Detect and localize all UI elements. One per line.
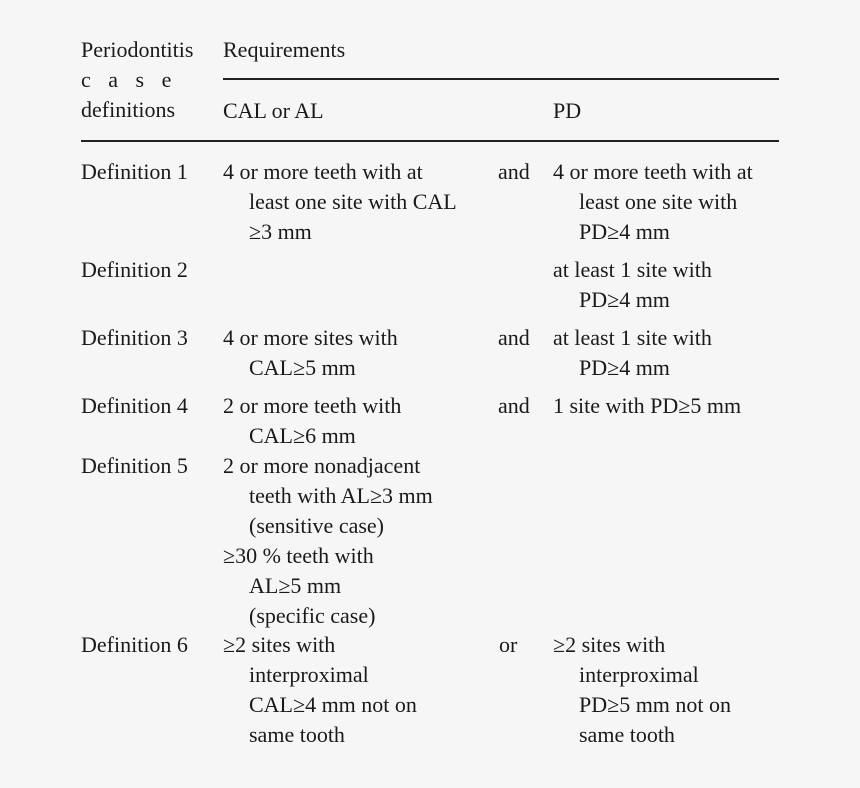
pd-line: interproximal xyxy=(579,662,699,687)
row-label: Definition 4 xyxy=(81,393,188,418)
pd-line: at least 1 site with xyxy=(553,257,712,282)
pd-line: PD≥4 mm xyxy=(579,287,670,312)
row-conjunction: and xyxy=(498,393,530,418)
cal-line: 2 or more teeth with xyxy=(223,393,402,418)
cal-line: 2 or more nonadjacent xyxy=(223,453,421,478)
row-pd-cell xyxy=(553,157,753,247)
row-cal-cell xyxy=(223,391,401,451)
header-requirements: Requirements xyxy=(223,37,346,62)
row-pd-cell xyxy=(553,323,712,383)
row-label: Definition 6 xyxy=(81,632,188,657)
pd-line: ≥2 sites with xyxy=(553,632,666,657)
cal-line: CAL≥5 mm xyxy=(249,355,356,380)
cal-line: ≥3 mm xyxy=(249,219,312,244)
pd-line: at least 1 site with xyxy=(553,325,712,350)
cal-line: CAL≥6 mm xyxy=(249,423,356,448)
row-cal-cell xyxy=(223,630,417,750)
row-label: Definition 5 xyxy=(81,453,188,478)
pd-line: 1 site with PD≥5 mm xyxy=(553,393,742,418)
cal-line: AL≥5 mm xyxy=(249,573,342,598)
cal-line: least one site with CAL xyxy=(249,189,457,214)
cal-line: same tooth xyxy=(249,722,345,747)
row-pd-cell xyxy=(553,255,712,315)
row-conjunction: and xyxy=(498,325,530,350)
pd-line: PD≥4 mm xyxy=(579,219,670,244)
row-pd-cell xyxy=(553,391,741,421)
header-case-definitions-line1: Periodontitis xyxy=(81,37,194,62)
row-cal-cell xyxy=(223,323,398,383)
pd-line: PD≥5 mm not on xyxy=(579,692,732,717)
cal-line: (sensitive case) xyxy=(249,513,384,538)
row-conjunction: and xyxy=(498,159,530,184)
header-case-definitions-line3: definitions xyxy=(81,97,176,122)
cal-line: ≥30 % teeth with xyxy=(223,543,374,568)
pd-line: least one site with xyxy=(579,189,738,214)
row-cal-cell xyxy=(223,451,433,631)
row-conjunction: or xyxy=(499,632,518,657)
cal-line: teeth with AL≥3 mm xyxy=(249,483,433,508)
cal-line: ≥2 sites with xyxy=(223,632,336,657)
row-label: Definition 1 xyxy=(81,159,188,184)
row-pd-cell xyxy=(553,630,731,750)
requirements-rule xyxy=(223,78,779,80)
row-label: Definition 2 xyxy=(81,257,188,282)
header-case-definitions-line2: c a s e xyxy=(81,67,178,92)
header-pd: PD xyxy=(553,98,582,123)
cal-line: CAL≥4 mm not on xyxy=(249,692,417,717)
pd-line: same tooth xyxy=(579,722,675,747)
pd-line: PD≥4 mm xyxy=(579,355,670,380)
header-cal-or-al: CAL or AL xyxy=(223,98,324,123)
cal-line: 4 or more teeth with at xyxy=(223,159,423,184)
cal-line: 4 or more sites with xyxy=(223,325,398,350)
cal-line: (specific case) xyxy=(249,603,376,628)
row-cal-cell xyxy=(223,157,457,247)
row-label: Definition 3 xyxy=(81,325,188,350)
header-bottom-rule xyxy=(81,140,779,142)
pd-line: 4 or more teeth with at xyxy=(553,159,753,184)
cal-line: interproximal xyxy=(249,662,369,687)
